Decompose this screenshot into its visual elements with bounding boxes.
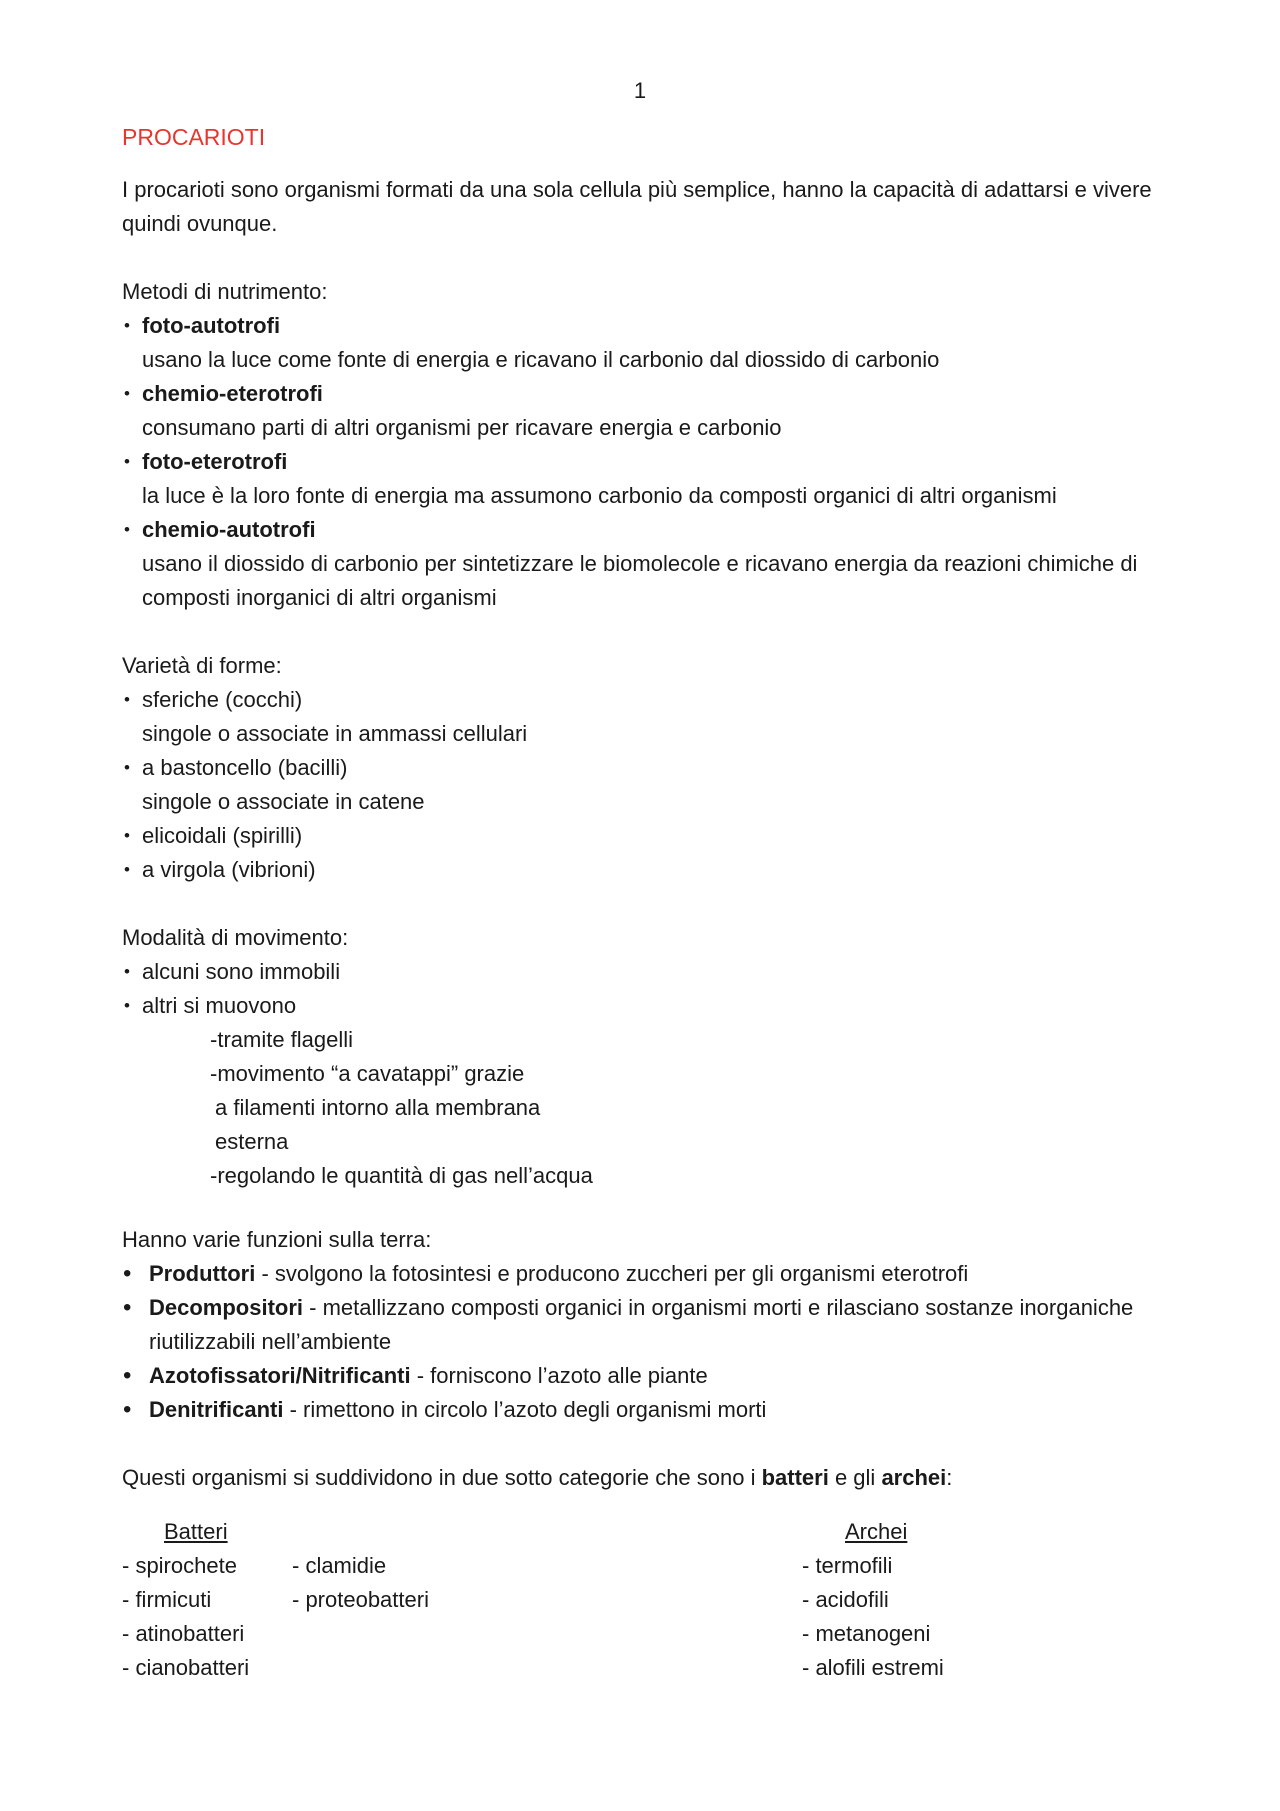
list-item: • Decompositori - metallizzano composti organici in organismi morti e rilasciano sostanze inorganiche riutilizzabili nell’ambiente	[122, 1291, 1172, 1359]
list-item: • altri si muovono	[122, 989, 1172, 1023]
sub-item: a filamenti intorno alla membrana	[215, 1095, 541, 1120]
archaea-heading: Archei	[845, 1519, 908, 1544]
list-item: - firmicuti	[122, 1587, 212, 1612]
list-item: • chemio-eterotrofi consumano parti di altri organismi per ricavare energia e carbonio	[122, 377, 1172, 445]
functions-heading: Hanno varie funzioni sulla terra:	[122, 1227, 432, 1252]
sub-item: esterna	[215, 1129, 289, 1154]
bacteria-column	[122, 1515, 249, 1685]
list-item: • Azotofissatori/Nitrificanti - forniscono l’azoto alle piante	[122, 1359, 1172, 1393]
page-title: PROCARIOTI	[122, 124, 266, 150]
list-item: • sferiche (cocchi) singole o associate in ammassi cellulari	[122, 683, 1172, 751]
classification-table	[122, 1515, 1172, 1685]
categories-sentence: Questi organismi si suddividono in due sotto categorie che sono i batteri e gli archei:	[122, 1465, 953, 1490]
list-item: - alofili estremi	[802, 1655, 944, 1680]
bacteria-column-2	[292, 1549, 429, 1617]
movement-list	[122, 955, 1172, 1023]
sub-item: -tramite flagelli	[210, 1027, 354, 1052]
list-item: • foto-autotrofi usano la luce come fonte di energia e ricavano il carbonio dal diossido di carbonio	[122, 309, 1172, 377]
nutrition-heading: Metodi di nutrimento:	[122, 279, 328, 304]
list-item: - metanogeni	[802, 1621, 931, 1646]
list-item: - acidofili	[802, 1587, 889, 1612]
list-item: • elicoidali (spirilli)	[122, 819, 1172, 853]
movement-sublist	[122, 1023, 1172, 1193]
list-item: - proteobatteri	[292, 1587, 429, 1612]
list-item: • chemio-autotrofi usano il diossido di carbonio per sintetizzare le biomolecole e ricavano energia da reazioni chimiche di composti inorganici di altri organismi	[122, 513, 1172, 615]
sub-item: -movimento “a cavatappi” grazie	[210, 1061, 525, 1086]
document-body	[122, 120, 1172, 1685]
movement-heading: Modalità di movimento:	[122, 925, 349, 950]
archaea-column	[802, 1515, 944, 1685]
shapes-heading: Varietà di forme:	[122, 653, 282, 678]
list-item: • a bastoncello (bacilli) singole o associate in catene	[122, 751, 1172, 819]
list-item: • alcuni sono immobili	[122, 955, 1172, 989]
list-item: - termofili	[802, 1553, 893, 1578]
list-item: • Denitrificanti - rimettono in circolo l’azoto degli organismi morti	[122, 1393, 1172, 1427]
page-number: 1	[633, 78, 647, 103]
list-item: - spirochete	[122, 1553, 237, 1578]
list-item: - clamidie	[292, 1553, 387, 1578]
sub-item: -regolando le quantità di gas nell’acqua	[210, 1163, 593, 1188]
bacteria-heading: Batteri	[164, 1519, 228, 1544]
list-item: • Produttori - svolgono la fotosintesi e producono zuccheri per gli organismi eterotrofi	[122, 1257, 1172, 1291]
list-item: • foto-eterotrofi la luce è la loro fonte di energia ma assumono carbonio da composti organici di altri organismi	[122, 445, 1172, 513]
list-item: • a virgola (vibrioni)	[122, 853, 1172, 887]
shapes-list	[122, 683, 1172, 887]
list-item: - atinobatteri	[122, 1621, 245, 1646]
list-item: - cianobatteri	[122, 1655, 250, 1680]
nutrition-list	[122, 309, 1172, 615]
intro-paragraph: I procarioti sono organismi formati da una sola cellula più semplice, hanno la capacità di adattarsi e vivere quindi ovunque.	[122, 177, 1152, 236]
functions-list	[122, 1257, 1172, 1427]
